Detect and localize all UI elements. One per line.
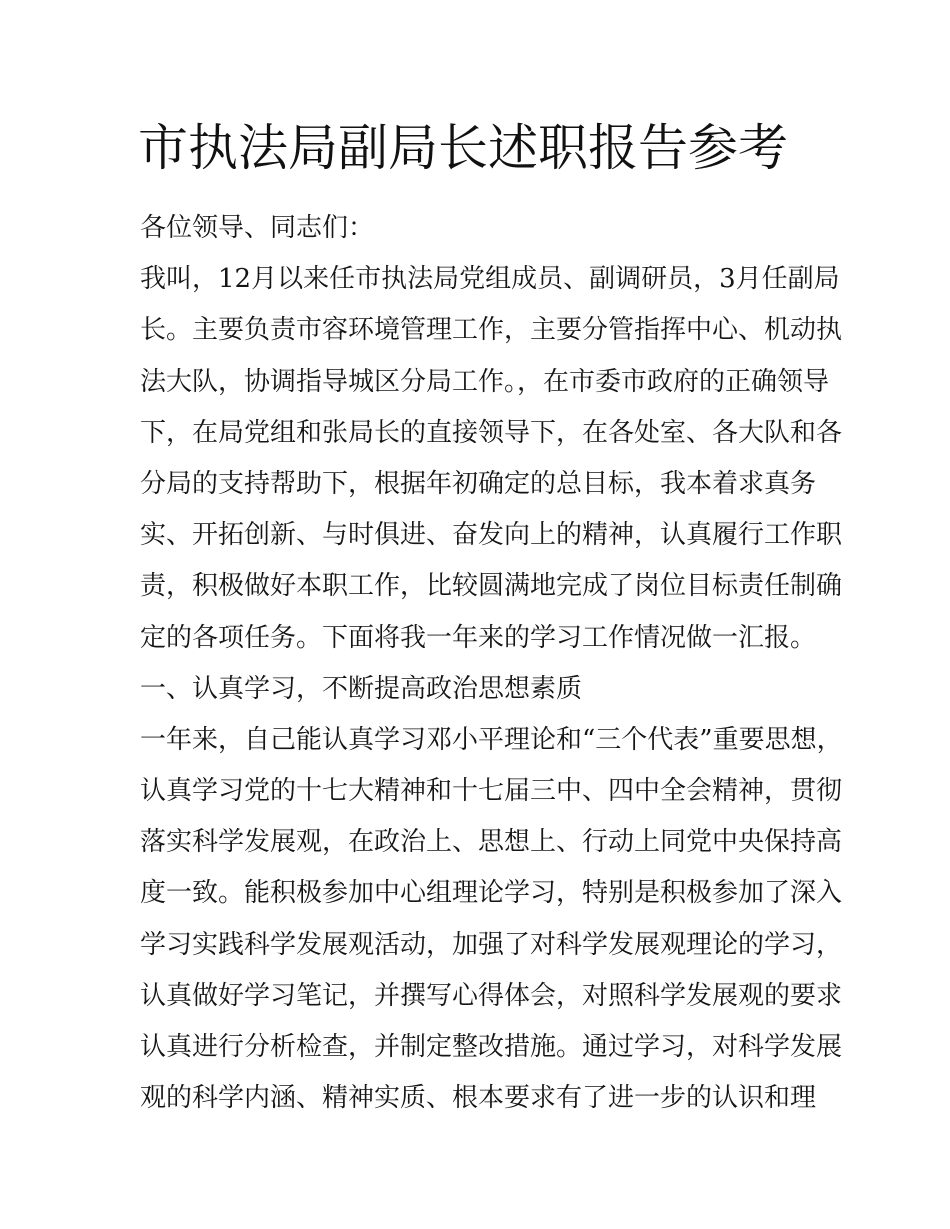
section-heading: 一、认真学习，不断提高政治思想素质 bbox=[140, 673, 583, 704]
paragraph-line: 一年来，自己能认真学习邓小平理论和“三个代表”重要思想， bbox=[140, 724, 843, 755]
document-title: 市执法局副局长述职报告参考 bbox=[138, 119, 788, 177]
paragraph-line: 我叫，12月以来任市执法局党组成员、副调研员，3月任副局 bbox=[140, 264, 840, 295]
paragraph-line: 落实科学发展观，在政治上、思想上、行动上同党中央保持高 bbox=[140, 827, 843, 858]
paragraph-line: 下，在局党组和张局长的直接领导下，在各处室、各大队和各 bbox=[140, 417, 843, 448]
paragraph-line: 法大队，协调指导城区分局工作。，在市委市政府的正确领导 bbox=[140, 366, 830, 397]
salutation-line: 各位领导、同志们： bbox=[140, 213, 375, 243]
paragraph-line: 定的各项任务。下面将我一年来的学习工作情况做一汇报。 bbox=[140, 622, 817, 653]
paragraph-line: 认真学习党的十七大精神和十七届三中、四中全会精神，贯彻 bbox=[140, 776, 843, 807]
paragraph-line: 长。主要负责市容环境管理工作，主要分管指挥中心、机动执 bbox=[140, 315, 843, 346]
paragraph-line: 认真做好学习笔记，并撰写心得体会，对照科学发展观的要求 bbox=[140, 980, 843, 1011]
paragraph-line: 观的科学内涵、精神实质、根本要求有了进一步的认识和理 bbox=[140, 1083, 817, 1114]
paragraph-line: 责，积极做好本职工作，比较圆满地完成了岗位目标责任制确 bbox=[140, 571, 843, 602]
paragraph-line: 分局的支持帮助下，根据年初确定的总目标，我本着求真务 bbox=[140, 468, 817, 499]
paragraph-line: 度一致。能积极参加中心组理论学习，特别是积极参加了深入 bbox=[140, 878, 843, 909]
paragraph-line: 学习实践科学发展观活动，加强了对科学发展观理论的学习， bbox=[140, 929, 843, 960]
paragraph-line: 认真进行分析检查，并制定整改措施。通过学习，对科学发展 bbox=[140, 1032, 843, 1062]
document-body bbox=[140, 203, 843, 1124]
paragraph-line: 实、开拓创新、与时俱进、奋发向上的精神，认真履行工作职 bbox=[140, 520, 843, 551]
